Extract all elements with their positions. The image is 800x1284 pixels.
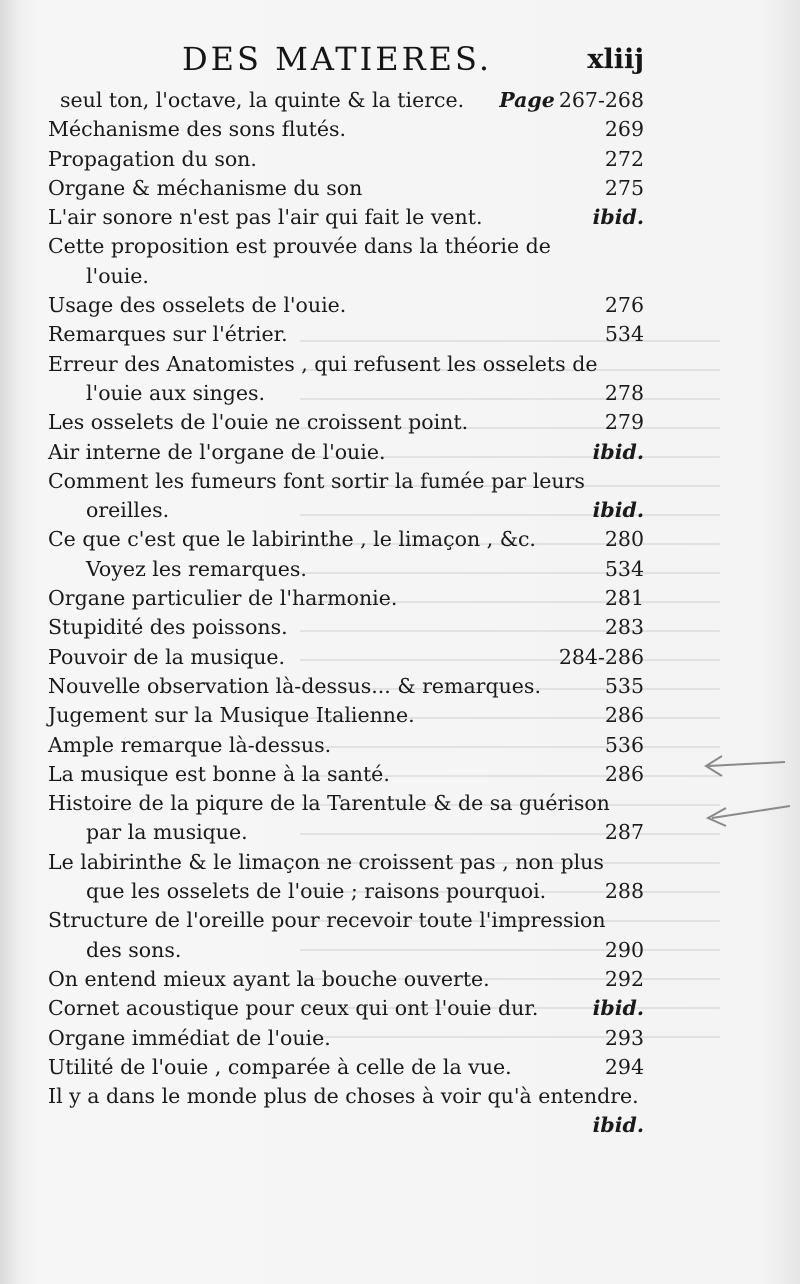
- index-entries: [48, 86, 644, 1141]
- entry-text: l'ouie.: [86, 263, 149, 288]
- entry-text: Les osselets de l'ouie ne croissent point.: [48, 410, 469, 435]
- index-entry: [48, 936, 644, 965]
- entry-page-number: 269: [604, 117, 644, 142]
- entry-text: Propagation du son.: [48, 146, 257, 171]
- index-entry: [48, 1082, 644, 1111]
- index-entry: [48, 496, 644, 525]
- entry-text: l'ouie aux singes.: [86, 380, 266, 405]
- entry-text: Ce que c'est que le labirinthe , le limaçon , &c.: [48, 527, 536, 552]
- entry-page-number: 534: [604, 322, 644, 347]
- margin-arrow-icon: [702, 800, 792, 828]
- entry-text: Histoire de la piqure de la Tarentule & de sa guérison: [48, 791, 610, 816]
- entry-page-number: 275: [604, 175, 644, 200]
- entry-text: On entend mieux ayant la bouche ouverte.: [48, 966, 490, 991]
- entry-text: Structure de l'oreille pour recevoir toute l'impression: [48, 908, 606, 933]
- entry-text: Air interne de l'organe de l'ouie.: [48, 439, 386, 464]
- index-entry: [48, 584, 644, 613]
- entry-text: Remarques sur l'étrier.: [48, 322, 288, 347]
- index-entry: [48, 731, 644, 760]
- entry-page-number: 290: [604, 937, 644, 962]
- entry-text: Organe & méchanisme du son: [48, 175, 363, 200]
- entry-page-number: ibid.: [592, 1113, 644, 1138]
- index-entry: [48, 613, 644, 642]
- index-entry: [48, 467, 644, 496]
- entry-text: Cornet acoustique pour ceux qui ont l'ouie dur.: [48, 996, 539, 1021]
- index-entry: [48, 1024, 644, 1053]
- entry-text: oreilles.: [86, 498, 170, 523]
- index-entry: [48, 789, 644, 818]
- entry-text: Méchanisme des sons flutés.: [48, 117, 347, 142]
- index-entry: [48, 877, 644, 906]
- entry-text: Il y a dans le monde plus de choses à voir qu'à entendre.: [48, 1084, 639, 1109]
- index-entry: [48, 379, 644, 408]
- entry-text: Utilité de l'ouie , comparée à celle de la vue.: [48, 1054, 512, 1079]
- margin-arrow-icon: [700, 752, 790, 780]
- entry-page-number: 283: [604, 615, 644, 640]
- entry-text: seul ton, l'octave, la quinte & la tierce.: [60, 88, 465, 112]
- entry-page-number: ibid.: [592, 996, 644, 1021]
- entry-text: Jugement sur la Musique Italienne.: [48, 703, 415, 728]
- index-entry: [48, 906, 644, 935]
- page-range: 267-268: [558, 88, 644, 112]
- index-entry: [48, 262, 644, 291]
- entry-page-number: 536: [604, 732, 644, 757]
- entry-text: Cette proposition est prouvée dans la théorie de: [48, 234, 551, 259]
- index-entry: [48, 672, 644, 701]
- page-label: Page: [499, 88, 555, 112]
- entry-page-number: 286: [604, 703, 644, 728]
- index-entry: [48, 291, 644, 320]
- entry-page-number: ibid.: [592, 439, 644, 464]
- entry-page-number: [499, 86, 644, 115]
- entry-page-number: 284-286: [558, 644, 644, 669]
- index-entry: [48, 643, 644, 672]
- entry-text: par la musique.: [86, 820, 248, 845]
- entry-page-number: ibid.: [592, 205, 644, 230]
- index-entry: [48, 555, 644, 584]
- index-entry: [48, 848, 644, 877]
- index-entry: [48, 818, 644, 847]
- running-header: [48, 38, 644, 86]
- page-number: xliij: [587, 44, 644, 75]
- index-entry: [48, 525, 644, 554]
- entry-text: Erreur des Anatomistes , qui refusent les osselets de: [48, 351, 598, 376]
- entry-text: Stupidité des poissons.: [48, 615, 288, 640]
- index-entry: [48, 350, 644, 379]
- entry-page-number: 280: [604, 527, 644, 552]
- entry-page-number: 294: [604, 1054, 644, 1079]
- index-entry: [48, 408, 644, 437]
- entry-page-number: 287: [604, 820, 644, 845]
- entry-text: Le labirinthe & le limaçon ne croissent pas , non plus: [48, 849, 604, 874]
- entry-page-number: 293: [604, 1025, 644, 1050]
- index-entry: [48, 203, 644, 232]
- index-entry: [48, 145, 644, 174]
- index-entry: [48, 965, 644, 994]
- index-entry: [48, 86, 644, 115]
- entry-page-number: 278: [604, 380, 644, 405]
- entry-text: que les osselets de l'ouie ; raisons pourquoi.: [86, 879, 547, 904]
- index-entry: [48, 115, 644, 144]
- entry-text: Organe particulier de l'harmonie.: [48, 586, 398, 611]
- entry-page-number: 286: [604, 761, 644, 786]
- entry-page-number: 292: [604, 966, 644, 991]
- entry-text: Pouvoir de la musique.: [48, 644, 286, 669]
- entry-page-number: 281: [604, 586, 644, 611]
- entry-text: La musique est bonne à la santé.: [48, 761, 390, 786]
- entry-page-number: ibid.: [592, 498, 644, 523]
- index-entry: [48, 438, 644, 467]
- entry-page-number: 272: [604, 146, 644, 171]
- entry-page-number: 534: [604, 556, 644, 581]
- index-entry: [48, 994, 644, 1023]
- index-entry: [48, 1111, 644, 1140]
- page-title: DES MATIERES.: [182, 40, 492, 78]
- index-entry: [48, 701, 644, 730]
- entry-page-number: 288: [604, 879, 644, 904]
- index-entry: [48, 760, 644, 789]
- entry-text: Usage des osselets de l'ouie.: [48, 293, 347, 318]
- entry-page-number: 535: [604, 673, 644, 698]
- index-entry: [48, 320, 644, 349]
- entry-page-number: 279: [604, 410, 644, 435]
- index-entry: [48, 1053, 644, 1082]
- entry-text: Nouvelle observation là-dessus... & remarques.: [48, 673, 541, 698]
- entry-text: L'air sonore n'est pas l'air qui fait le vent.: [48, 205, 483, 230]
- entry-text: des sons.: [86, 937, 182, 962]
- entry-page-number: 276: [604, 293, 644, 318]
- index-entry: [48, 232, 644, 261]
- index-entry: [48, 174, 644, 203]
- entry-text: Organe immédiat de l'ouie.: [48, 1025, 331, 1050]
- entry-text: Voyez les remarques.: [86, 556, 307, 581]
- entry-text: Ample remarque là-dessus.: [48, 732, 332, 757]
- entry-text: Comment les fumeurs font sortir la fumée par leurs: [48, 468, 585, 493]
